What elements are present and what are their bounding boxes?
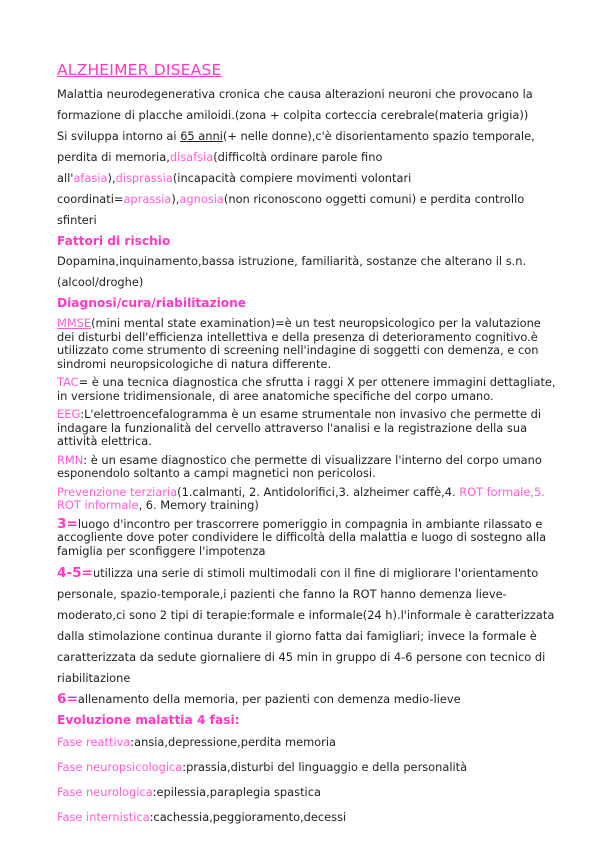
phase-item	[57, 780, 556, 805]
rmn-paragraph	[57, 454, 556, 481]
phase-text: :ansia,depressione,perdita memoria	[130, 735, 336, 749]
term-tac: TAC	[57, 375, 79, 389]
intro-paragraph-1: Malattia neurodegenerativa cronica che causa alterazioni neuroni che provocano la formazione di placche amiloidi.(zona + colpita corteccia cerebrale(materia grigia))	[57, 87, 533, 122]
term-disprassia: disprassia	[115, 171, 173, 185]
item-3-label: 3=	[57, 515, 78, 532]
term-mmse: MMSE	[57, 316, 92, 330]
phase-term: Fase neurologica	[57, 785, 153, 799]
tac-paragraph	[57, 376, 556, 403]
item-3-text: luogo d'incontro per trascorrere pomeriggio in compagnia in ambiante rilassato e accogliente dove poter condividere le difficoltà della malattia e luogo di sostegno alla famiglia per sconfiggere l'impotenza	[57, 516, 547, 558]
eeg-text: :L'elettroencefalogramma è un esame strumentale non invasivo che permette di indagare la funzionalità del cervello attraverso l'analisi e la registrazione della sua attività elettrica.	[57, 407, 542, 448]
item-3-paragraph	[57, 515, 556, 559]
item-6-paragraph	[57, 689, 556, 710]
item-45-label: 4-5=	[57, 565, 93, 581]
intro-text: (difficoltà ordinare parole fino all'	[57, 150, 383, 185]
intro-text: (non riconoscono oggetti comuni) e perdita controllo sfinteri	[57, 192, 525, 227]
phase-item	[57, 730, 556, 755]
intro-text: (incapacità compiere movimenti volontari coordinati=	[57, 171, 412, 206]
term-eeg: EEG	[57, 407, 81, 421]
tac-text: = è una tecnica diagnostica che sfrutta i raggi X per ottenere immagini dettagliate, in versione tridimensionale, di aree anatomiche specifiche del corpo umano.	[57, 375, 556, 403]
page-title: ALZHEIMER DISEASE	[57, 61, 222, 79]
term-aprassia: aprassia	[123, 192, 172, 206]
intro-text: ),	[171, 192, 180, 206]
term-agnosia: agnosia	[179, 192, 224, 206]
item-6-text: allenamento della memoria, per pazienti con demenza medio-lieve	[77, 692, 461, 706]
prevention-text: (1.calmanti, 2. Antidolorifici,3. alzheimer caffè,4.	[177, 484, 460, 499]
item-45-paragraph	[57, 563, 556, 689]
phase-text: :cachessia,peggioramento,decessi	[149, 810, 347, 824]
term-rmn: RMN	[57, 452, 84, 467]
rmn-text: : è un esame diagnostico che permette di visualizzare l'interno del corpo umano esponendolo soltanto a campi magnetici non pericolosi.	[57, 452, 542, 480]
term-rot: ROT formale,5. ROT informale	[57, 484, 545, 512]
item-45-text: utilizza una serie di stimoli multimodali con il fine di migliorare l'orientamento personale, spazio-temporale,i pazienti che fanno la ROT hanno demenza lieve-moderato,ci sono 2 tipi di terapie:formale e informale(24 h).l'informale è caratterizzata dalla stimolazione continua durante il giorno fatta dai famigliari; invece la formale è caratterizzata da sedute giornaliere di 45 min in gruppo di 4-6 persone con tecnico di riabilitazione	[57, 566, 555, 685]
term-prevention: Prevenzione terziaria	[57, 484, 178, 499]
eeg-paragraph	[57, 408, 556, 449]
mmse-paragraph	[57, 317, 556, 371]
item-6-label: 6=	[57, 691, 78, 707]
prevention-text: , 6. Memory training)	[138, 498, 259, 512]
risk-text: Dopamina,inquinamento,bassa istruzione, familiarità, sostanze che alterano il s.n.(alcool/droghe)	[57, 254, 527, 289]
phase-term: Fase neuropsicologica	[57, 760, 183, 774]
risk-heading: Fattori di rischio	[57, 234, 171, 248]
phase-item	[57, 755, 556, 780]
term-afasia: afasia	[73, 171, 108, 185]
phase-item	[57, 805, 556, 830]
intro-paragraph-2	[57, 126, 556, 231]
diagnosis-heading: Diagnosi/cura/riabilitazione	[57, 296, 247, 310]
intro-text: ),	[107, 171, 116, 185]
age-onset: 65 anni	[180, 129, 223, 143]
phase-term: Fase reattiva	[57, 735, 131, 749]
term-disafsia: disafsia	[169, 150, 214, 164]
mmse-text: (mini mental state examination)=è un test neuropsicologico per la valutazione dei disturbi dell'efficienza intellettiva e della presenza di deterioramento cognitivo.è utilizzato come strumento di screening nell'indagine di soggetti con demenza, e con sindromi neuropsicologiche di natura differente.	[57, 316, 541, 371]
phase-text: :epilessia,paraplegia spastica	[152, 785, 321, 799]
phase-term: Fase internistica	[57, 810, 150, 824]
phase-text: :prassia,disturbi del linguaggio e della personalità	[182, 760, 468, 774]
prevention-paragraph	[57, 486, 556, 513]
intro-text: (+ nelle donne),c'è disorientamento spazio temporale, perdita di memoria,	[57, 129, 535, 164]
evolution-heading: Evoluzione malattia 4 fasi:	[57, 713, 240, 727]
intro-text: Si sviluppa intorno ai	[57, 129, 181, 143]
